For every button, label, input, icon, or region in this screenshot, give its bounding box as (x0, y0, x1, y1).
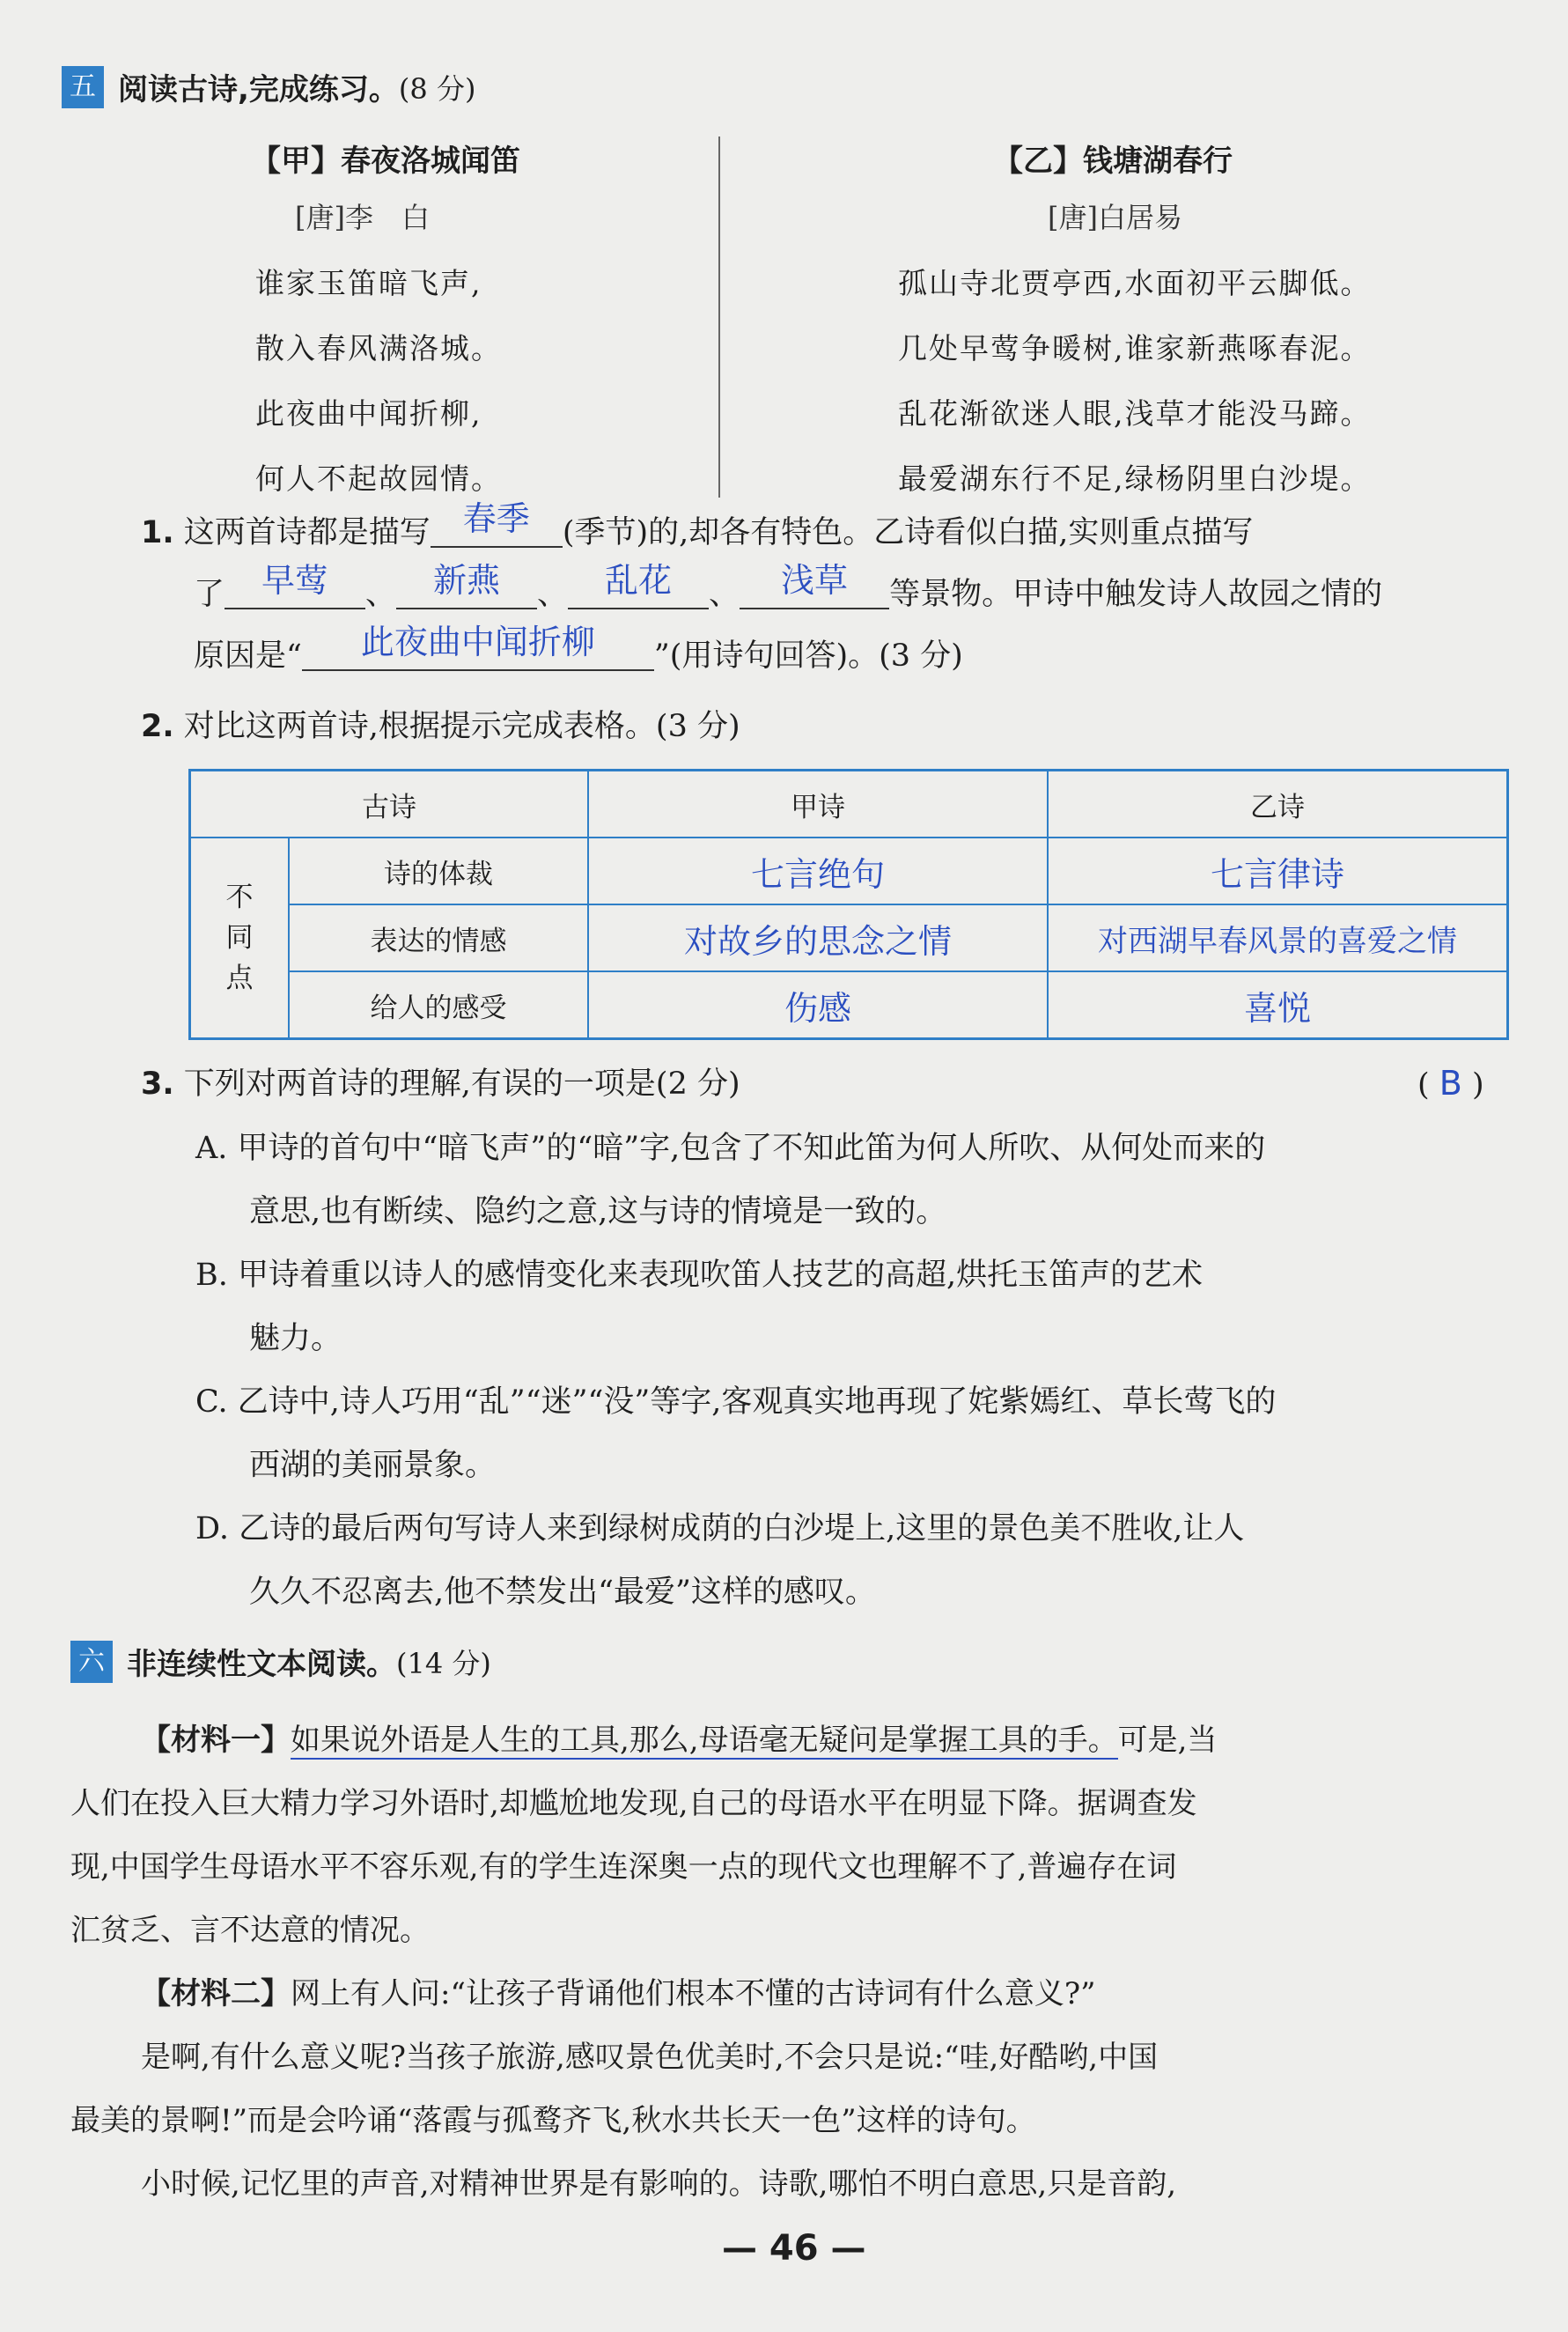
q1-blank-scene-2[interactable] (396, 561, 537, 609)
poem-a-line: 散入春风满洛城。 (255, 331, 502, 365)
question-number: 2. (141, 709, 174, 744)
section-title: 非连续性文本阅读。 (127, 1647, 396, 1682)
material-text: 可是,当 (1117, 1723, 1218, 1758)
option-b-line-2: 魅力。 (249, 1321, 342, 1356)
table-answer-cell[interactable]: 七言律诗 (1048, 838, 1508, 904)
q3-answer-box[interactable] (1417, 1064, 1484, 1103)
table-row-label: 诗的体裁 (289, 838, 588, 904)
material-text: 网上有人问:“让孩子背诵他们根本不懂的古诗词有什么意义?” (291, 1976, 1096, 2011)
q3-text: 下列对两首诗的理解,有误的一项是(2 分) (183, 1066, 740, 1102)
material-1-line-3: 现,中国学生母语水平不容乐观,有的学生连深奥一点的现代文也理解不了,普遍存在词 (70, 1849, 1177, 1885)
table-answer-cell[interactable]: 伤感 (588, 971, 1048, 1039)
section-score: (14 分) (396, 1646, 491, 1680)
poem-a-line: 何人不起故园情。 (255, 461, 502, 496)
section-6-header (70, 1640, 491, 1683)
q1-text: 原因是“ (194, 638, 302, 674)
handwritten-answer: 浅草 (781, 561, 849, 600)
q1-blank-reason[interactable] (302, 623, 654, 671)
poem-a-line: 此夜曲中闻折柳, (255, 396, 482, 431)
side-label-text: 不同点 (225, 882, 254, 994)
material-1-line-1 (141, 1708, 1217, 1772)
material-2-line-3: 最美的景啊!”而是会吟诵“落霞与孤鹜齐飞,秋水共长天一色”这样的诗句。 (70, 2103, 1036, 2138)
option-d-line-1: D. 乙诗的最后两句写诗人来到绿树成荫的白沙堤上,这里的景色美不胜收,让人 (195, 1511, 1245, 1546)
q1-blank-scene-1[interactable] (225, 561, 365, 609)
q1-text: (季节)的,却各有特色。乙诗看似白描,实则重点描写 (562, 515, 1254, 550)
page-number: — 46 — (722, 2228, 866, 2269)
table-header-cell: 乙诗 (1048, 771, 1508, 838)
q1-blank-season[interactable] (431, 499, 563, 548)
material-label: 【材料一】 (141, 1723, 291, 1758)
table-row (190, 904, 1508, 971)
question-number: 1. (141, 515, 174, 550)
table-header-row (190, 771, 1508, 838)
poem-b-line: 几处早莺争暖树,谁家新燕啄春泥。 (898, 331, 1372, 365)
q3-line (141, 1053, 740, 1115)
table-side-label (190, 838, 290, 1039)
poem-b-line: 乱花渐欲迷人眼,浅草才能没马蹄。 (898, 396, 1372, 431)
q1-line-3 (194, 625, 963, 687)
paren: ( (1417, 1067, 1430, 1103)
table-row-label: 给人的感受 (289, 971, 588, 1039)
material-1-line-4: 汇贫乏、言不达意的情况。 (70, 1913, 430, 1948)
handwritten-answer: B (1439, 1064, 1462, 1103)
section-badge: 五 (62, 66, 104, 108)
option-a-line-2: 意思,也有断续、隐约之意,这与诗的情境是一致的。 (249, 1194, 947, 1229)
paren: ) (1472, 1067, 1484, 1103)
table-row-label: 表达的情感 (289, 904, 588, 971)
question-number: 3. (141, 1066, 174, 1102)
poem-a-author: [唐]李 白 (295, 201, 430, 234)
poem-a-title: 【甲】春夜洛城闻笛 (251, 144, 520, 179)
table-header-cell: 甲诗 (588, 771, 1048, 838)
underlined-sentence: 如果说外语是人生的工具,那么,母语毫无疑问是掌握工具的手。 (291, 1723, 1118, 1758)
option-d-line-2: 久久不忍离去,他不禁发出“最爱”这样的感叹。 (249, 1575, 876, 1610)
q2-line (141, 696, 740, 757)
option-a-line-1: A. 甲诗的首句中“暗飞声”的“暗”字,包含了不知此笛为何人所吹、从何处而来的 (195, 1131, 1266, 1166)
table-answer-cell[interactable]: 喜悦 (1048, 971, 1508, 1039)
q1-text: 了 (194, 577, 225, 612)
section-score: (8 分) (398, 71, 476, 106)
poem-divider (718, 137, 720, 498)
table-row (190, 838, 1508, 904)
poem-b-line: 最爱湖东行不足,绿杨阴里白沙堤。 (898, 461, 1372, 496)
table-header-cell: 古诗 (190, 771, 589, 838)
option-c-line-2: 西湖的美丽景象。 (249, 1448, 497, 1483)
material-1-line-2: 人们在投入巨大精力学习外语时,却尴尬地发现,自己的母语水平在明显下降。据调查发 (70, 1786, 1197, 1821)
section-title: 阅读古诗,完成练习。 (118, 72, 399, 107)
q1-blank-scene-4[interactable] (740, 561, 889, 609)
q1-blank-scene-3[interactable] (568, 561, 709, 609)
poem-b-title: 【乙】钱塘湖春行 (993, 144, 1233, 179)
poem-a-line: 谁家玉笛暗飞声, (255, 266, 482, 300)
table-answer-cell[interactable]: 对故乡的思念之情 (588, 904, 1048, 971)
handwritten-answer: 此夜曲中闻折柳 (360, 623, 595, 661)
handwritten-answer: 新燕 (433, 561, 501, 600)
section-5-header (62, 65, 475, 108)
poem-b-line: 孤山寺北贾亭西,水面初平云脚低。 (898, 266, 1372, 300)
comparison-table (188, 769, 1509, 1040)
separator: 、 (709, 577, 740, 612)
material-2-line-1 (141, 1962, 1095, 2026)
material-2-line-4: 小时候,记忆里的声音,对精神世界是有影响的。诗歌,哪怕不明白意思,只是音韵, (141, 2166, 1177, 2202)
separator: 、 (537, 577, 569, 612)
handwritten-answer: 乱花 (605, 561, 673, 600)
material-label: 【材料二】 (141, 1976, 291, 2011)
section-badge: 六 (70, 1641, 113, 1683)
q1-text: ”(用诗句回答)。(3 分) (653, 638, 963, 674)
handwritten-answer: 早莺 (261, 561, 329, 600)
option-c-line-1: C. 乙诗中,诗人巧用“乱”“迷”“没”等字,客观真实地再现了姹紫嫣红、草长莺飞的 (195, 1384, 1277, 1420)
table-answer-cell[interactable]: 七言绝句 (588, 838, 1048, 904)
q2-text: 对比这两首诗,根据提示完成表格。(3 分) (183, 709, 740, 744)
q1-text: 这两首诗都是描写 (183, 515, 431, 550)
separator: 、 (365, 577, 397, 612)
material-2-line-2: 是啊,有什么意义呢?当孩子旅游,感叹景色优美时,不会只是说:“哇,好酷哟,中国 (141, 2040, 1159, 2075)
option-b-line-1: B. 甲诗着重以诗人的感情变化来表现吹笛人技艺的高超,烘托玉笛声的艺术 (195, 1258, 1204, 1293)
handwritten-answer: 春季 (462, 499, 530, 538)
poem-b-author: [唐]白居易 (1048, 201, 1182, 234)
table-row (190, 971, 1508, 1039)
table-answer-cell[interactable]: 对西湖早春风景的喜爱之情 (1048, 904, 1508, 971)
q1-text: 等景物。甲诗中触发诗人故园之情的 (889, 577, 1383, 612)
